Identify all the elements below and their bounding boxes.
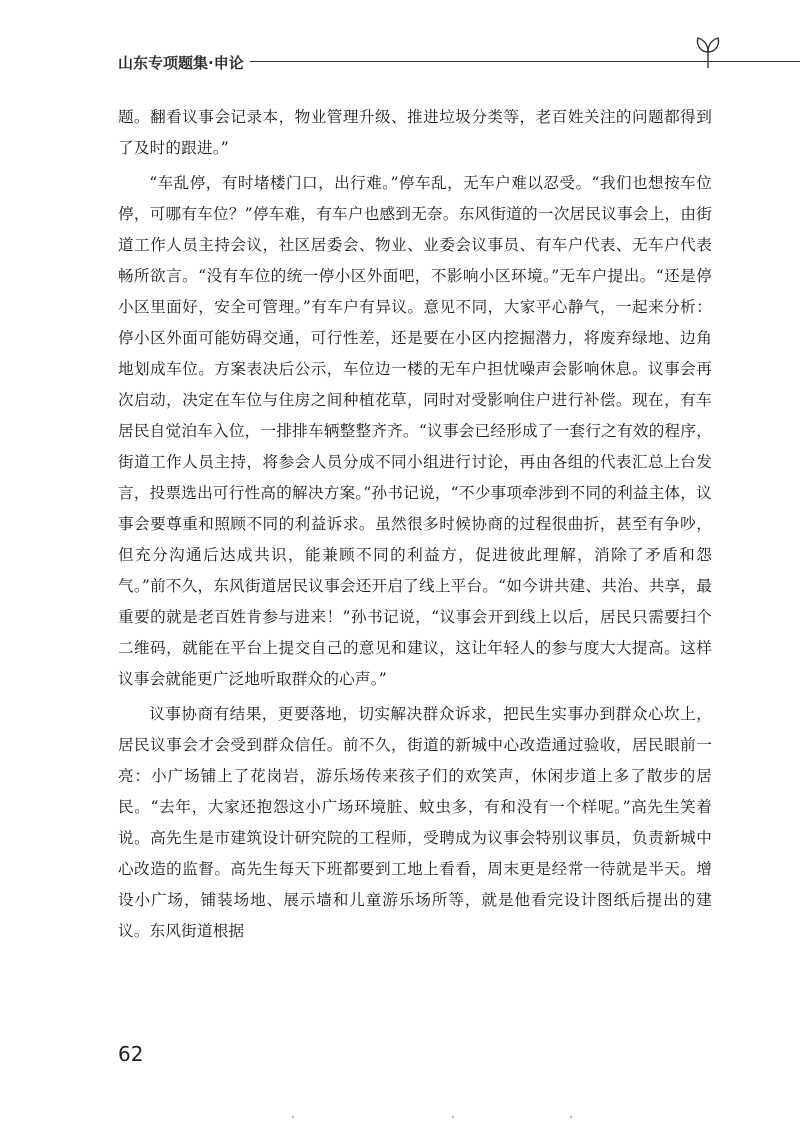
scan-speck xyxy=(452,1116,454,1118)
running-header xyxy=(118,42,718,78)
paragraph-1: 题。翻看议事会记录本，物业管理升级、推进垃圾分类等，老百姓关注的问题都得到了及时的跟进。” xyxy=(118,108,712,157)
paragraph-3: 议事协商有结果，更要落地，切实解决群众诉求，把民生实事办到群众心坎上，居民议事会才会受到群众信任。前不久，街道的新城中心改造通过验收，居民眼前一亮：小广场铺上了花岗岩，游乐场传来孩子们的欢笑声，休闲步道上多了散步的居民。“去年，大家还抱怨这小广场环境脏、蚊虫多，有和没有一个样呢。”高先生笑着说。高先生是市建筑设计研究院的工程师，受聘成为议事会特别议事员，负责新城中心改造的监督。高先生每天下班都要到工地上看看，周末更是经常一待就是半天。增设小广场，铺装场地、展示墙和儿童游乐场所等，就是他看完设计图纸后提出的建议。东风街道根据 xyxy=(118,705,712,940)
scan-speck xyxy=(292,1116,294,1118)
scan-speck xyxy=(570,1116,572,1118)
body-text xyxy=(118,102,712,947)
page-number: 62 xyxy=(118,1042,144,1066)
header-title: 山东专项题集·申论 xyxy=(118,54,244,72)
paragraph-2: “车乱停，有时堵楼门口，出行难。”停车乱，无车户难以忍受。“我们也想按车位停，可哪有车位？”停车难，有车户也感到无奈。东风街道的一次居民议事会上，由街道工作人员主持会议，社区居委会、物业、业委会议事员、有车户代表、无车户代表畅所欲言。“没有车位的统一停小区外面吧，不影响小区环境。”无车户提出。“还是停小区里面好，安全可管理。”有车户有异议。意见不同，大家平心静气，一起来分析：停小区外面可能妨碍交通，可行性差，还是要在小区内挖掘潜力，将废弃绿地、边角地划成车位。方案表决后公示，车位边一楼的无车户担忧噪声会影响休息。议事会再次启动，决定在车位与住房之间种植花草，同时对受影响住户进行补偿。现在，有车居民自觉泊车入位，一排排车辆整整齐齐。“议事会已经形成了一套行之有效的程序，街道工作人员主持，将参会人员分成不同小组进行讨论，再由各组的代表汇总上台发言，投票选出可行性高的解决方案。”孙书记说，“不少事项牵涉到不同的利益主体，议事会要尊重和照顾不同的利益诉求。虽然很多时候协商的过程很曲折，甚至有争吵，但充分沟通后达成共识，能兼顾不同的利益方，促进彼此理解，消除了矛盾和怨气。”前不久，东风街道居民议事会还开启了线上平台。“如今讲共建、共治、共享，最重要的就是老百姓肯参与进来！”孙书记说，“议事会开到线上以后，居民只需要扫个二维码，就能在平台上提交自己的意见和建议，这让年轻人的参与度大大提高。这样议事会就能更广泛地听取群众的心声。” xyxy=(118,174,712,688)
sprout-icon xyxy=(688,34,728,74)
